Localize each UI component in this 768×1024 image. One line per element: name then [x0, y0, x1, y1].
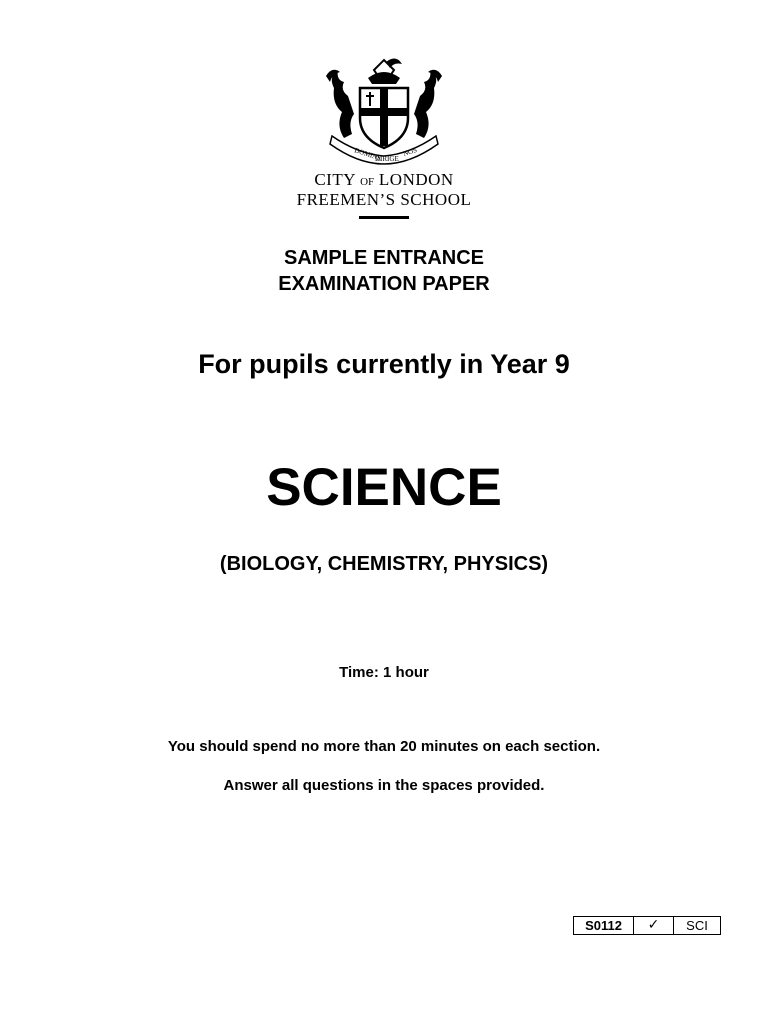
instruction-time-per-section: You should spend no more than 20 minutes on each section.: [167, 738, 601, 755]
reference-subject-code: SCI: [686, 918, 708, 933]
school-name-london: LONDON: [378, 170, 454, 189]
svg-text:DIRIGE: DIRIGE: [375, 155, 399, 163]
school-crest-icon: [318, 56, 450, 166]
reference-box: [573, 916, 721, 935]
audience-heading: For pupils currently in Year 9: [198, 349, 570, 379]
reference-code: S0112: [574, 917, 634, 934]
time-allowed: Time: 1 hour: [339, 664, 429, 681]
svg-text:DOMINE: DOMINE: [353, 146, 383, 163]
divider-rule: [359, 216, 409, 219]
subject-heading: SCIENCE: [266, 458, 502, 517]
paper-title-line2: EXAMINATION PAPER: [278, 273, 490, 295]
tick-icon: ✓: [634, 917, 674, 934]
school-name-of: OF: [360, 176, 375, 188]
svg-text:NOS: NOS: [402, 145, 418, 158]
school-name-line1: [0, 170, 768, 192]
school-name-line2: FREEMEN’S SCHOOL: [296, 190, 472, 209]
subject-parts: (BIOLOGY, CHEMISTRY, PHYSICS): [219, 553, 549, 575]
school-name-city: CITY: [314, 170, 356, 189]
paper-title-line1: SAMPLE ENTRANCE: [283, 247, 484, 269]
instruction-answer-all: Answer all questions in the spaces provided.: [223, 777, 545, 794]
